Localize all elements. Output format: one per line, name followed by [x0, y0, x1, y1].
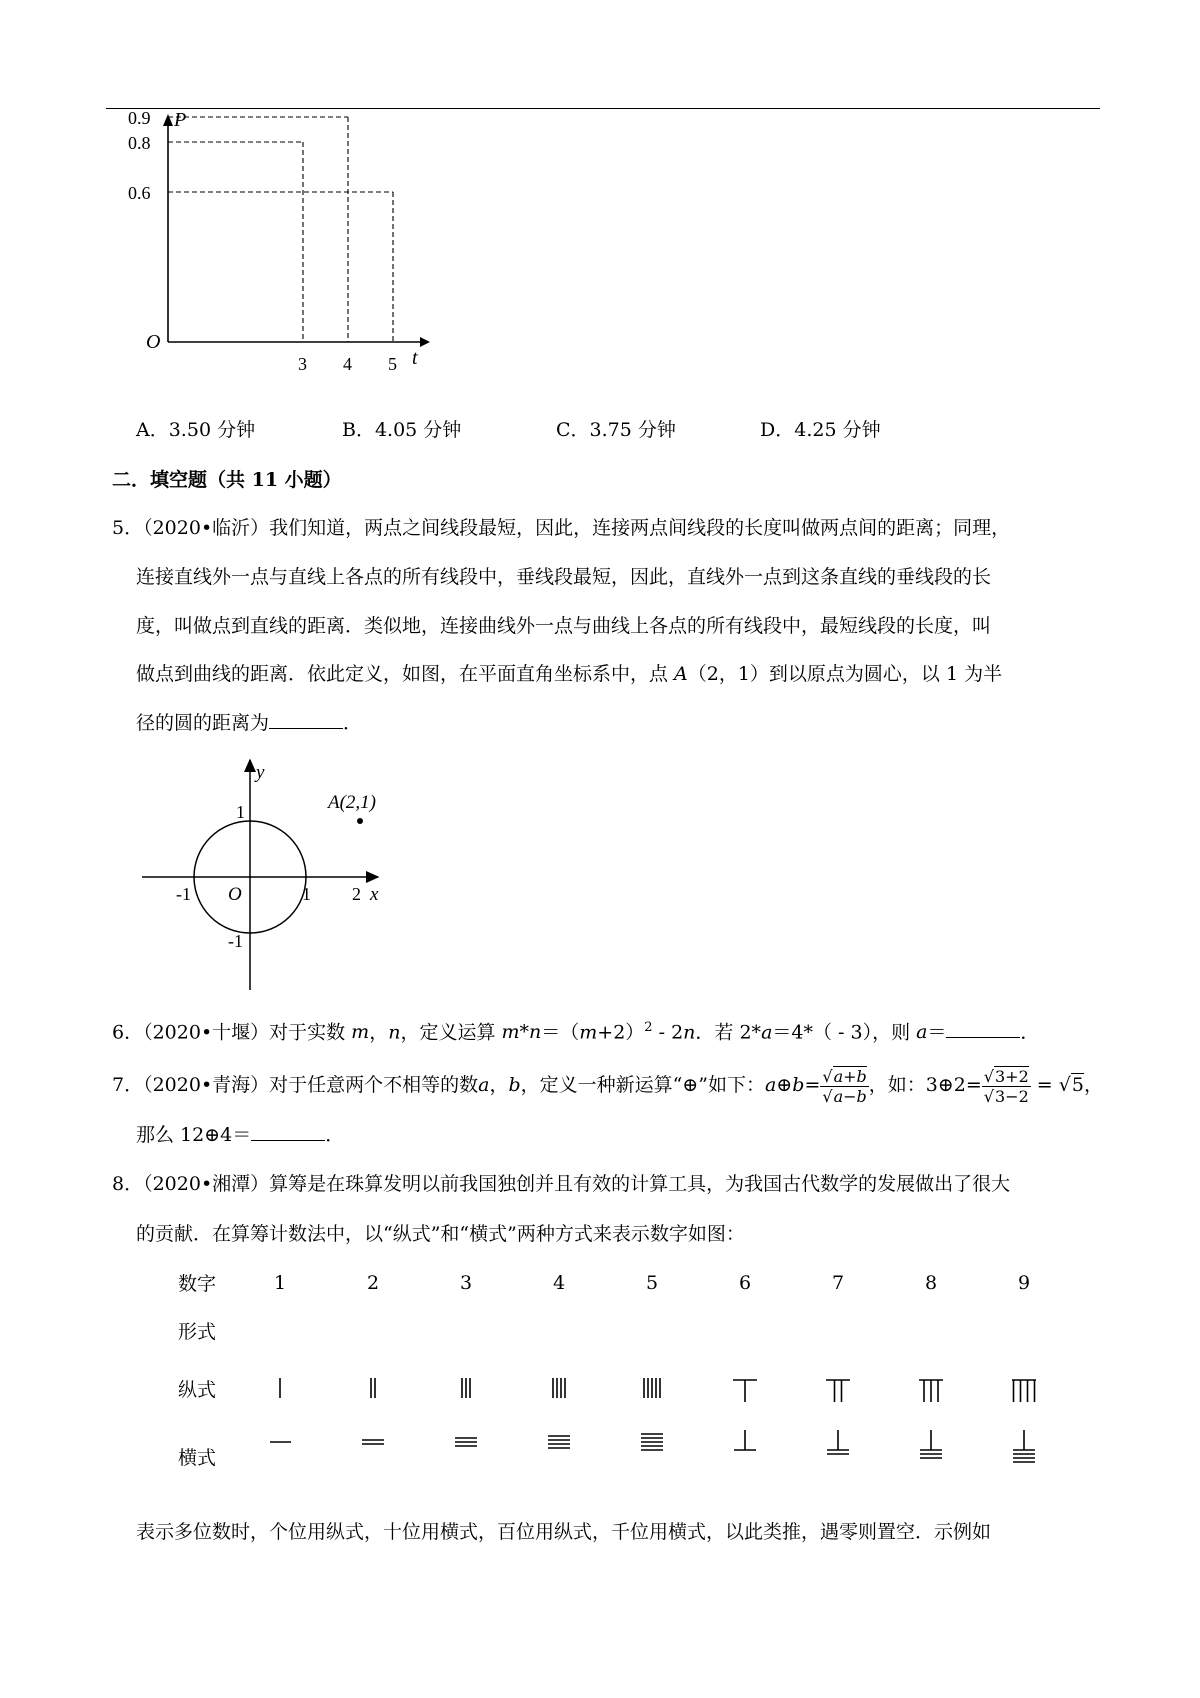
q5-line-5	[136, 710, 362, 735]
q6-var-n: n	[388, 1021, 401, 1044]
origin-label: O	[146, 331, 161, 353]
q7-op: ⊕	[776, 1074, 793, 1096]
circle-figure	[138, 752, 398, 992]
q6-text-a: 6．（2020•十堰）对于实数	[112, 1021, 346, 1044]
q8-line-2: 的贡献．在算筹计数法中，以“纵式”和“横式”两种方式来表示数字如图：	[136, 1223, 745, 1245]
q5-answer-blank	[269, 710, 343, 729]
q7-eq: =	[804, 1074, 821, 1096]
q5-line-5-text: 径的圆的距离为	[136, 712, 270, 734]
digit-9: 9	[1017, 1272, 1031, 1294]
digit-1: 1	[273, 1272, 287, 1294]
q6-var-a2: a	[916, 1021, 928, 1044]
q5-line-5-end: ．	[343, 712, 363, 734]
y-tick-2: 0.6	[128, 183, 151, 203]
digit-8: 8	[924, 1272, 938, 1294]
q6-var-m2: m	[579, 1021, 598, 1044]
q6-expr: m*n	[501, 1021, 542, 1044]
q7-text-b: ，	[489, 1074, 509, 1096]
fig2-tick-y-neg1: -1	[228, 931, 243, 951]
q7-var-b: b	[508, 1074, 521, 1096]
q7-line-2-text: 那么 12⊕4＝	[136, 1124, 252, 1146]
q7-frac2-den: 3−2	[995, 1086, 1029, 1106]
x-axis-label: t	[412, 347, 418, 369]
q5-line-2: 连接直线外一点与直线上各点的所有线段中，垂线段最短，因此，直线外一点到这条直线的垂线段的长	[136, 566, 992, 588]
digit-4: 4	[552, 1272, 566, 1294]
fig2-tick-y-1: 1	[236, 802, 245, 822]
x-tick-0: 3	[298, 354, 307, 374]
q6-text-g: ．若 2*	[695, 1021, 762, 1044]
q7-answer-blank	[251, 1122, 325, 1141]
q6-var-a: a	[761, 1021, 773, 1044]
q7-frac2-num: 3+2	[995, 1066, 1029, 1086]
q7-frac1-num: a+b	[833, 1066, 867, 1086]
q7-line-1	[112, 1060, 1103, 1110]
q6-text-b: ，	[369, 1021, 389, 1044]
x-tick-2: 5	[388, 354, 397, 374]
q5-line-4	[136, 662, 1002, 686]
fig2-tick-x-1: 1	[302, 884, 311, 904]
q7-frac1-den: a−b	[833, 1086, 867, 1106]
q7-text-f: ，	[1083, 1074, 1103, 1096]
digit-2: 2	[366, 1272, 380, 1294]
y-axis-label: P	[174, 112, 187, 131]
table-header-form: 形式	[178, 1321, 217, 1343]
fig2-tick-x-2: 2	[352, 884, 361, 904]
section-title: 二．填空题（共 11 小题）	[112, 469, 342, 491]
q7-text-c: ，定义一种新运算“⊕”如下：	[520, 1074, 766, 1096]
digit-6: 6	[738, 1272, 752, 1294]
fig2-origin: O	[228, 884, 242, 905]
x-tick-1: 4	[343, 354, 352, 374]
q6-var-m: m	[351, 1021, 370, 1044]
q6-exponent: 2	[644, 1020, 653, 1035]
q5-line-1: 5．（2020•临沂）我们知道，两点之间线段最短，因此，连接两点间线段的长度叫做两点间的距离；同理，	[112, 517, 1011, 539]
digit-7: 7	[831, 1272, 845, 1294]
y-tick-1: 0.8	[128, 133, 151, 153]
q7-text-e: =	[1030, 1074, 1059, 1096]
q6-answer-blank	[946, 1019, 1020, 1038]
q7-fraction-2: $\frac{√3+2}{√3-2}$	[983, 1066, 1029, 1106]
row-label-vertical: 纵式	[178, 1379, 217, 1401]
q7-text-a: 7．（2020•青海）对于任意两个不相等的数	[112, 1074, 479, 1096]
point-a	[357, 818, 363, 824]
q6-text-c: ，定义运算	[400, 1021, 496, 1044]
q7-line-2-end: ．	[325, 1124, 345, 1146]
q7-sqrt: √5	[1058, 1074, 1084, 1096]
q7-var-a: a	[478, 1074, 490, 1096]
x-axis-arrow	[420, 337, 430, 347]
fig2-tick-x-neg1: -1	[176, 884, 191, 904]
digit-3: 3	[459, 1272, 473, 1294]
q4-option-d: D．4.25 分钟	[760, 419, 881, 441]
point-a-label: A(2,1)	[328, 792, 377, 813]
q6-line	[112, 1016, 1039, 1044]
q4-option-b: B．4.05 分钟	[342, 419, 462, 441]
fig2-y-label: y	[256, 762, 265, 783]
q6-text-e: +2）	[597, 1021, 645, 1044]
q7-lhs-a: a	[765, 1074, 777, 1096]
y-tick-0: 0.9	[128, 112, 151, 128]
q8-line-1: 8．（2020•湘潭）算筹是在珠算发明以前我国独创并且有效的计算工具，为我国古代数学的发展做出了很大	[112, 1173, 1011, 1195]
q4-option-a: A．3.50 分钟	[136, 419, 256, 441]
q5-line-3: 度，叫做点到直线的距离．类似地，连接曲线外一点与曲线上各点的所有线段中，最短线段的长度，叫	[136, 615, 992, 637]
q8-last-line: 表示多位数时，个位用纵式，十位用横式，百位用纵式，千位用横式，以此类推，遇零则置空．示例如	[136, 1521, 992, 1543]
y-axis-arrow	[163, 114, 173, 126]
q6-text-f: - 2	[652, 1021, 684, 1044]
q4-option-c: C．3.75 分钟	[556, 419, 676, 441]
q5-line-4-text-b: （2，1）到以原点为圆心，以 1 为半	[687, 663, 1003, 685]
q7-line-2	[136, 1122, 344, 1147]
probability-chart	[120, 112, 480, 402]
q5-line-4-text-a: 做点到曲线的距离．依此定义，如图，在平面直角坐标系中，点	[136, 663, 669, 685]
fig2-x-label: x	[370, 884, 379, 905]
digit-5: 5	[645, 1272, 659, 1294]
table-header-digit: 数字	[178, 1273, 217, 1295]
q6-end: ．	[1020, 1021, 1040, 1044]
row-label-horizontal: 横式	[178, 1447, 217, 1469]
header-rule	[106, 108, 1100, 109]
q6-var-n2: n	[683, 1021, 696, 1044]
q7-lhs-b: b	[792, 1074, 805, 1096]
q7-fraction-1: $\frac{√a+b}{√a-b}$	[822, 1066, 867, 1106]
q7-sqrt-val: 5	[1071, 1074, 1084, 1096]
q5-point-var: A	[674, 663, 688, 685]
q6-text-d: ＝（	[541, 1021, 580, 1044]
counting-rods	[270, 1368, 1100, 1498]
q7-text-d: ，如：3⊕2=	[868, 1074, 982, 1096]
q6-text-i: ＝	[927, 1021, 947, 1044]
q6-text-h: ＝4*（ - 3），则	[772, 1021, 911, 1044]
